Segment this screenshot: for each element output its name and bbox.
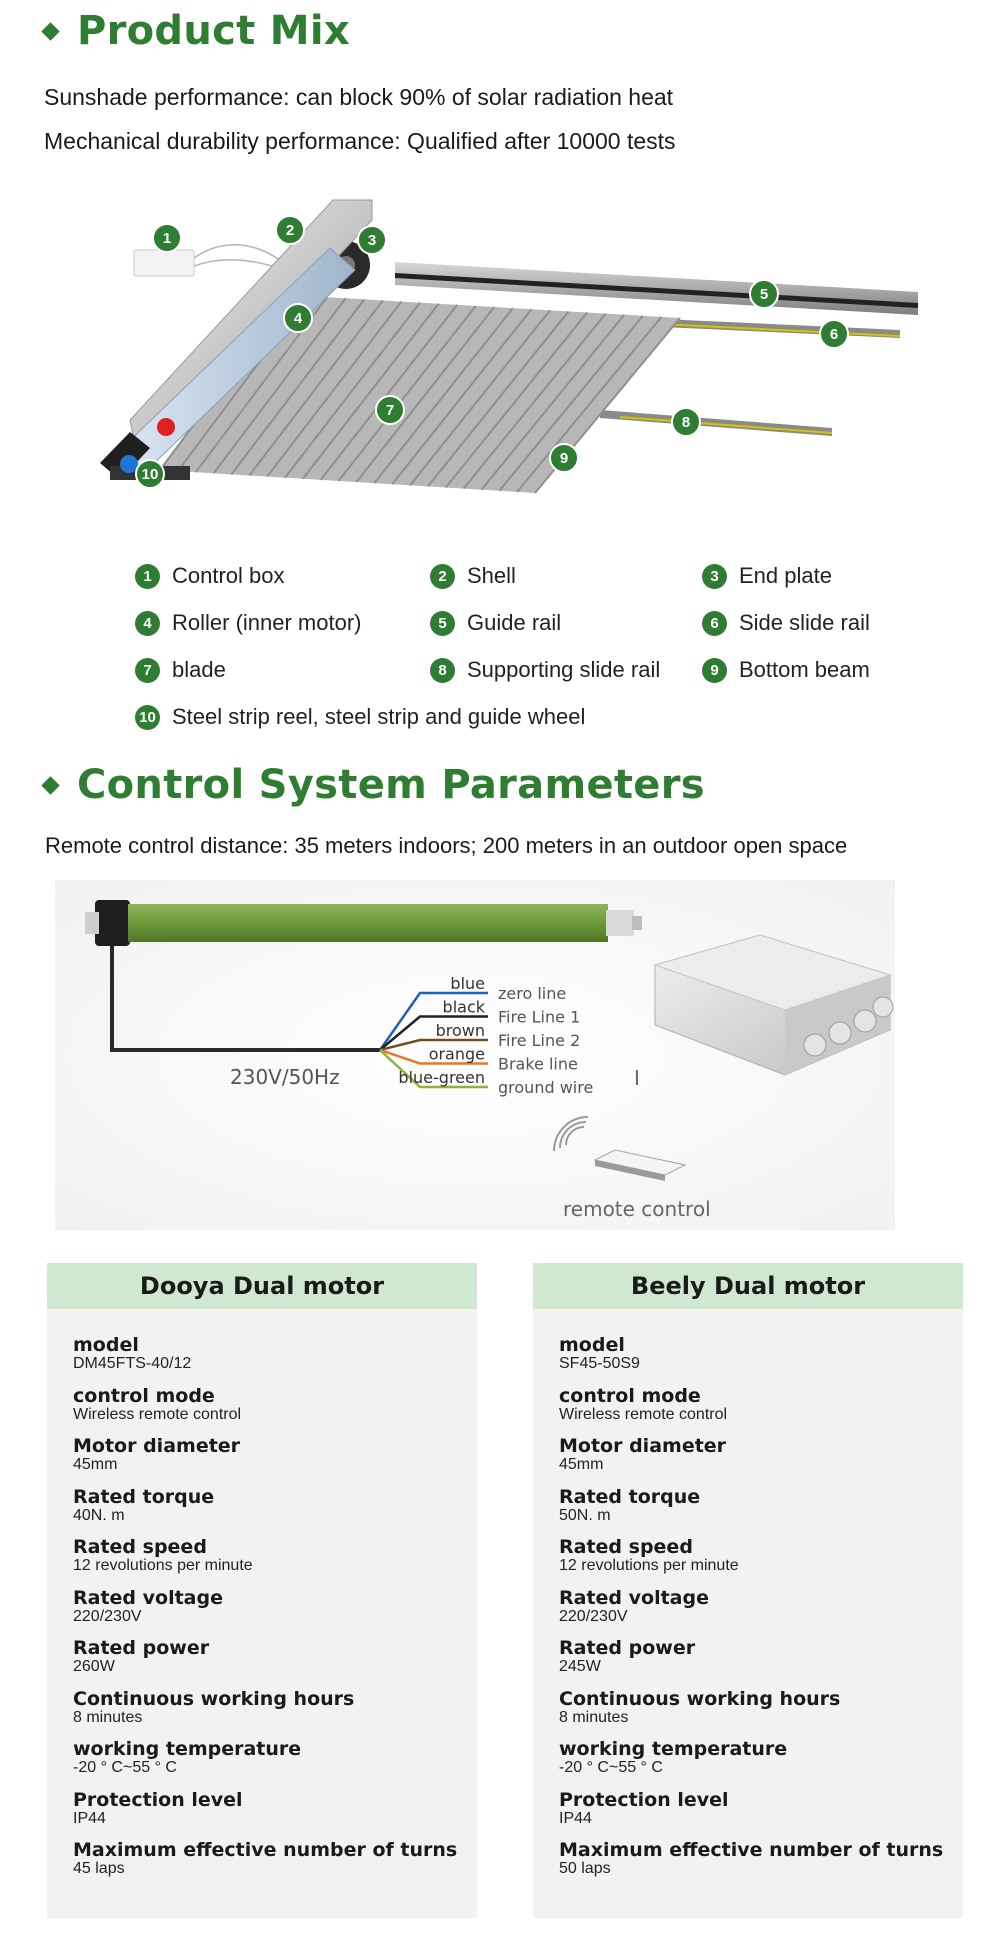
legend-item-bottom-beam [702,657,870,683]
motor-head-shape [95,900,130,946]
spec-value: 12 revolutions per minute [559,1557,739,1574]
spec-row [73,1790,477,1841]
product-illustration [0,170,1000,510]
spec-label: Rated torque [73,1485,215,1508]
legend-item-side-slide-rail [702,610,870,636]
svg-text:9: 9 [559,450,569,467]
remote-label: remote control [563,1197,711,1221]
spec-value: IP44 [559,1809,592,1827]
callout-badge [276,216,304,244]
spec-label: Continuous working hours [559,1687,841,1710]
spec-row [73,1335,477,1386]
spec-value: SF45-50S9 [559,1355,640,1372]
spec-label: Motor diameter [73,1435,241,1457]
badge-number: 3 [702,564,727,589]
spec-card-beely [533,1263,963,1918]
spec-row [73,1689,477,1740]
spec-value: 245W [559,1658,601,1675]
spec-row [559,1386,963,1437]
feature-line: Sunshade performance: can block 90% of solar radiation heat [44,84,674,110]
spec-row [559,1638,963,1689]
spec-row [73,1386,477,1437]
wire-function-label: zero line [498,984,567,1003]
svg-text:10: 10 [141,466,159,483]
legend-item-supporting-slide-rail [430,657,660,683]
spec-value: 50N. m [559,1506,611,1524]
spec-label: Maximum effective number of turns [73,1839,458,1861]
spec-row [73,1537,477,1588]
callout-badge [550,444,578,472]
spec-value: 220/230V [73,1607,142,1625]
svg-text:2: 2 [285,222,295,239]
section-title: Control System Parameters [77,762,705,808]
svg-text:6: 6 [829,326,839,343]
card-title: Beely Dual motor [533,1263,963,1309]
spec-value: 50 laps [559,1860,611,1877]
spec-label: Rated voltage [559,1586,709,1609]
spec-row [73,1840,477,1891]
legend-item-roller [135,610,362,636]
spec-label: Rated power [559,1637,696,1659]
motor-red-dot [157,418,175,436]
product-mix-heading [44,8,350,54]
badge-number: 8 [430,658,455,683]
spec-row [559,1790,963,1841]
spec-label: Rated voltage [73,1586,223,1609]
spec-value: Wireless remote control [559,1405,728,1423]
svg-text:8: 8 [681,414,691,431]
legend-item-blade [135,657,226,683]
spec-label: control mode [73,1384,215,1407]
spec-card-dooya [47,1263,477,1918]
wire-function-label: Brake line [498,1054,578,1074]
spec-value: 45mm [559,1456,604,1473]
spec-value: 40N. m [73,1506,125,1524]
cursor-icon: I [634,1066,640,1090]
legend-item-control-box [135,563,285,589]
diamond-bullet-icon [41,22,59,40]
spec-label: Rated speed [559,1536,693,1558]
badge-number: 9 [702,658,727,683]
spec-label: working temperature [559,1738,788,1760]
motor-blue-dot [120,455,138,473]
badge-number: 4 [135,611,160,636]
callout-badge [672,408,700,436]
wire-function-label: Fire Line 2 [498,1031,581,1050]
legend-label: End plate [739,563,832,588]
spec-value: 45mm [73,1456,118,1473]
spec-row [559,1689,963,1740]
callout-badge [376,396,404,424]
section-title: Product Mix [77,8,351,54]
spec-row [559,1436,963,1487]
spec-label: Maximum effective number of turns [559,1839,944,1861]
legend-item-steel-strip-reel [135,704,585,730]
wire-color-label: blue [450,974,485,993]
spec-row [559,1537,963,1588]
legend-label: Side slide rail [739,610,870,635]
spec-row [73,1638,477,1689]
svg-text:1: 1 [162,230,172,247]
badge-number: 5 [430,611,455,636]
badge-number: 7 [135,658,160,683]
legend-label: Shell [467,563,516,588]
wire-color-label: blue-green [398,1068,485,1087]
callout-badge [136,460,164,488]
spec-value: 220/230V [559,1607,628,1625]
legend-label: Control box [172,563,285,588]
voltage-label: 230V/50Hz [230,1065,340,1089]
feature-line: Mechanical durability performance: Qualified after 10000 tests [44,128,676,154]
badge-number: 6 [702,611,727,636]
spec-label: control mode [559,1384,701,1407]
wire-color-label: orange [428,1044,485,1064]
svg-text:5: 5 [759,286,769,303]
legend-label: Bottom beam [739,657,870,682]
diamond-bullet-icon [41,776,59,794]
svg-text:3: 3 [367,232,377,249]
legend-item-end-plate [702,563,832,589]
motor-tube-shape [128,904,608,942]
legend-item-guide-rail [430,610,561,636]
spec-label: model [73,1334,139,1356]
wire-color-label: brown [435,1021,485,1040]
legend-label: Roller (inner motor) [172,610,362,635]
callout-badge [358,226,386,254]
wiring-diagram [0,870,1000,1240]
spec-list [47,1309,477,1891]
spec-label: Protection level [559,1788,729,1811]
wire-function-label: ground wire [498,1078,594,1097]
spec-row [559,1588,963,1639]
svg-text:7: 7 [385,402,395,419]
svg-text:4: 4 [293,310,303,327]
legend-label: Steel strip reel, steel strip and guide wheel [172,704,586,729]
remote-distance-line: Remote control distance: 35 meters indoors; 200 meters in an outdoor open space [45,833,848,858]
badge-number: 1 [135,564,160,589]
spec-label: Protection level [73,1788,243,1811]
legend-label: blade [172,657,226,682]
card-title: Dooya Dual motor [47,1263,477,1309]
spec-row [73,1436,477,1487]
callout-badge [820,320,848,348]
badge-number: 2 [430,564,455,589]
spec-value: IP44 [73,1809,106,1827]
spec-label: Rated torque [559,1485,701,1508]
spec-value: 12 revolutions per minute [73,1557,253,1574]
spec-row [559,1840,963,1891]
spec-label: model [559,1334,625,1356]
spec-value: 260W [73,1658,115,1675]
spec-value: -20 ° C~55 ° C [559,1759,663,1776]
spec-label: Rated speed [73,1536,207,1558]
spec-value: -20 ° C~55 ° C [73,1759,177,1776]
spec-row [73,1588,477,1639]
spec-row [559,1487,963,1538]
spec-label: Continuous working hours [73,1687,355,1710]
spec-list [533,1309,963,1891]
spec-row [559,1335,963,1386]
callout-badge [284,304,312,332]
callout-badge [750,280,778,308]
badge-number: 10 [135,705,160,730]
spec-value: Wireless remote control [73,1405,242,1423]
control-system-heading [44,762,705,808]
spec-label: Rated power [73,1637,210,1659]
spec-row [73,1487,477,1538]
wire-color-label: black [442,997,485,1017]
spec-label: Motor diameter [559,1435,727,1457]
control-box-shape [134,250,194,276]
callout-badge [153,224,181,252]
wire-function-label: Fire Line 1 [498,1007,581,1027]
spec-row [73,1739,477,1790]
legend-label: Supporting slide rail [467,657,661,682]
spec-label: working temperature [73,1738,302,1760]
spec-row [559,1739,963,1790]
legend-item-shell [430,563,516,589]
spec-value: 8 minutes [559,1708,629,1726]
spec-value: 45 laps [73,1860,125,1877]
spec-value: 8 minutes [73,1708,143,1726]
legend-label: Guide rail [467,610,562,635]
spec-value: DM45FTS-40/12 [73,1355,192,1372]
